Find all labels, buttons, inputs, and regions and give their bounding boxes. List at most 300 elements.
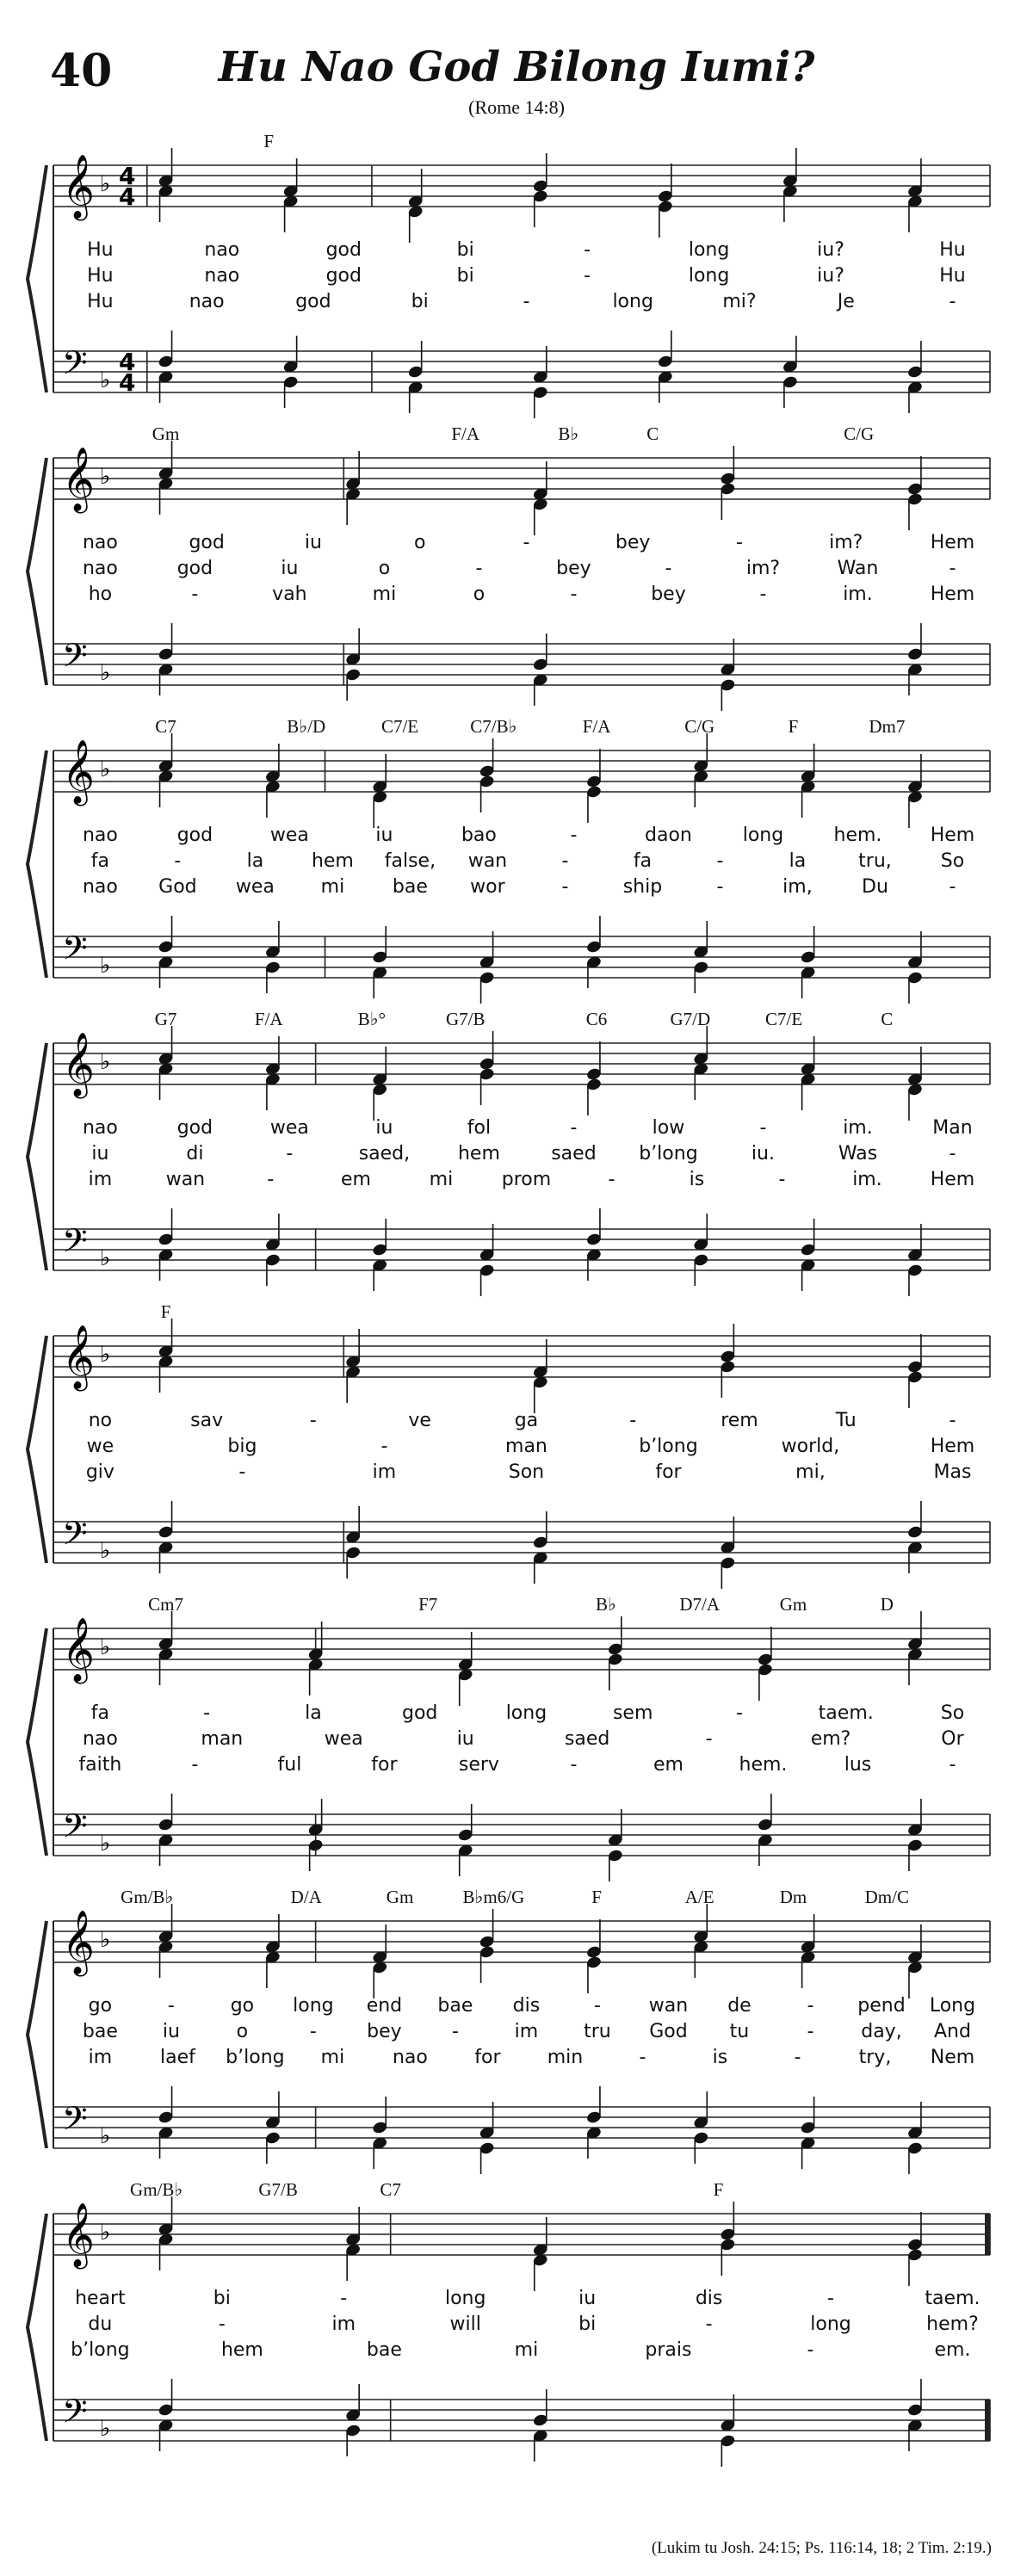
lyric-syllable: iu	[281, 558, 299, 579]
lyric-syllable: bey	[556, 558, 591, 579]
lyric-syllable: -	[639, 2047, 646, 2068]
lyric-syllable: Hem	[930, 1169, 975, 1190]
lyric-syllable: iu	[91, 1143, 109, 1164]
lyric-syllable: long	[444, 2288, 486, 2309]
lyric-syllable: God	[158, 876, 197, 898]
lyric-syllable: -	[735, 1702, 743, 1724]
lyric-syllable: ho	[88, 584, 113, 605]
lyric-syllable: -	[735, 532, 743, 553]
chord-symbol: D	[880, 1594, 894, 1615]
system-brace	[28, 1043, 46, 1270]
lyric-syllable: nao	[392, 2047, 428, 2068]
lyric-syllable: -	[716, 876, 724, 898]
lyric-syllable: bey	[615, 532, 651, 553]
lyric-syllable: iu	[375, 825, 393, 846]
bass-notes	[158, 330, 924, 418]
lyric-syllable: iu	[375, 1117, 393, 1139]
time-signature: 4	[119, 368, 136, 397]
treble-clef-icon: 𝄞	[62, 1325, 95, 1389]
chord-symbol: B♭°	[357, 1009, 387, 1029]
system-brace	[28, 2214, 46, 2441]
lyric-syllable: -	[949, 291, 956, 312]
lyric-syllable: taem.	[818, 1702, 874, 1724]
lyric-syllable: -	[778, 1169, 786, 1190]
lyric-syllable: hem?	[926, 2313, 979, 2335]
chord-symbol: G7/D	[670, 1009, 711, 1029]
lyric-syllable: im,	[782, 876, 813, 898]
staff-graphics	[0, 129, 1033, 405]
lyric-syllable: Du	[862, 876, 888, 898]
chord-symbol: C7/E	[765, 1009, 803, 1029]
key-flat-icon: ♭	[100, 953, 111, 979]
lyric-syllable: Nem	[930, 2047, 975, 2068]
lyric-syllable: Hem	[930, 825, 975, 846]
treble-notes	[158, 148, 924, 243]
chord-symbol: G7/B	[258, 2179, 298, 2200]
lyric-syllable: ga	[514, 1410, 539, 1431]
lyric-syllable: false,	[384, 850, 436, 872]
lyric-syllable: mi	[429, 1169, 454, 1190]
lyric-syllable: wan	[648, 1995, 689, 2017]
hymn-title: Hu Nao God Bilong Iumi?	[218, 43, 815, 91]
treble-notes	[158, 1026, 924, 1121]
lyric-syllable: wor	[470, 876, 505, 898]
chord-symbol: F	[713, 2179, 724, 2200]
lyric-syllable: bae	[437, 1995, 473, 2017]
lyric-syllable: tu	[729, 2021, 750, 2042]
chord-symbol: F	[263, 131, 275, 151]
lyric-syllable: man	[201, 1728, 244, 1750]
lyric-syllable: low	[652, 1117, 685, 1139]
lyric-syllable: im?	[829, 532, 863, 553]
lyric-syllable: -	[593, 1995, 601, 2017]
chord-symbol: Dm	[779, 1887, 807, 1907]
lyric-syllable: dis	[512, 1995, 541, 2017]
lyric-syllable: bey	[651, 584, 686, 605]
lyric-syllable: iu	[162, 2021, 180, 2042]
lyric-syllable: is	[689, 1169, 705, 1190]
lyric-syllable: wea	[269, 825, 309, 846]
lyric-syllable: -	[309, 1410, 317, 1431]
time-signature: 4	[119, 162, 136, 190]
treble-clef-icon: 𝄞	[62, 740, 95, 804]
lyric-syllable: -	[451, 2021, 459, 2042]
lyric-syllable: hem	[311, 850, 354, 872]
lyric-syllable: taem.	[925, 2288, 980, 2309]
treble-notes	[158, 1319, 924, 1413]
lyric-syllable: iu	[456, 1728, 474, 1750]
bass-clef-icon: 𝄢	[62, 929, 88, 975]
chord-symbol: Gm	[152, 423, 180, 444]
treble-clef-icon: 𝄞	[62, 1618, 95, 1682]
lyric-syllable: -	[759, 584, 767, 605]
score-system	[0, 422, 1033, 697]
lyric-syllable: tru	[584, 2021, 611, 2042]
lyric-syllable: man	[505, 1436, 547, 1457]
bass-staff	[53, 351, 990, 392]
lyric-syllable: god	[401, 1702, 438, 1724]
lyric-syllable: Hu	[939, 265, 966, 287]
chord-symbol: F	[788, 716, 799, 737]
lyric-syllable: b’long	[71, 2339, 130, 2361]
bass-staff	[53, 936, 990, 978]
lyric-syllable: iu?	[817, 265, 844, 287]
score-system	[0, 1885, 1033, 2160]
treble-clef-icon: 𝄞	[62, 1911, 95, 1974]
key-flat-icon: ♭	[100, 171, 111, 197]
treble-staff	[53, 1628, 990, 1670]
treble-notes	[158, 733, 924, 828]
lyric-syllable: laef	[159, 2047, 195, 2068]
key-flat-icon: ♭	[100, 2220, 111, 2246]
lyric-syllable: -	[608, 1169, 615, 1190]
treble-notes	[158, 441, 924, 535]
chord-symbol: C	[881, 1009, 894, 1029]
key-flat-icon: ♭	[100, 1342, 111, 1368]
chord-symbol: D7/A	[679, 1594, 721, 1615]
score-system	[0, 714, 1033, 990]
chord-symbol: F	[591, 1887, 602, 1907]
lyric-syllable: em.	[934, 2339, 971, 2361]
lyric-syllable: fol	[467, 1117, 492, 1139]
bass-staff	[53, 2400, 990, 2441]
bass-staff	[53, 1522, 990, 1563]
lyric-syllable: Long	[929, 1995, 976, 2017]
lyric-syllable: God	[649, 2021, 688, 2042]
staff-graphics	[0, 2178, 1033, 2453]
chord-symbol: G7/B	[445, 1009, 486, 1029]
lyric-syllable: hem	[220, 2339, 263, 2361]
lyric-syllable: day,	[861, 2021, 902, 2042]
lyric-syllable: -	[665, 558, 672, 579]
lyric-syllable: hem.	[833, 825, 882, 846]
lyric-syllable: tru,	[858, 850, 892, 872]
lyric-syllable: hem.	[739, 1754, 788, 1776]
lyric-syllable: im	[514, 2021, 539, 2042]
lyric-syllable: -	[759, 1117, 767, 1139]
treble-notes	[158, 1904, 924, 1998]
lyric-syllable: Mas	[933, 1461, 972, 1483]
lyric-syllable: b’long	[639, 1143, 698, 1164]
lyric-syllable: im.	[843, 584, 873, 605]
lyric-syllable: long	[293, 1995, 334, 2017]
lyric-syllable: im.	[852, 1169, 882, 1190]
lyric-syllable: -	[340, 2288, 348, 2309]
chord-symbol: C/G	[684, 716, 715, 737]
key-flat-icon: ♭	[100, 1927, 111, 1953]
lyric-syllable: -	[267, 1169, 275, 1190]
lyric-syllable: bi	[213, 2288, 231, 2309]
lyric-syllable: min	[547, 2047, 584, 2068]
staff-graphics	[0, 1007, 1033, 1282]
lyric-syllable: o	[473, 584, 486, 605]
lyric-syllable: fa	[90, 1702, 110, 1724]
chord-symbol: F	[160, 1301, 171, 1322]
lyric-syllable: saed	[564, 1728, 610, 1750]
lyric-syllable: -	[584, 265, 591, 287]
lyric-syllable: fa	[90, 850, 110, 872]
lyric-syllable: go	[230, 1995, 255, 2017]
lyric-syllable: faith	[78, 1754, 122, 1776]
lyric-syllable: world,	[781, 1436, 840, 1457]
bass-clef-icon: 𝄢	[62, 636, 88, 683]
system-brace	[28, 1921, 46, 2148]
lyric-syllable: -	[286, 1143, 294, 1164]
bass-clef-icon: 𝄢	[62, 1807, 88, 1853]
key-flat-icon: ♭	[100, 1831, 111, 1856]
lyric-syllable: prom	[501, 1169, 552, 1190]
bass-clef-icon: 𝄢	[62, 1221, 88, 1268]
lyric-syllable: wea	[235, 876, 275, 898]
lyric-syllable: bae	[392, 876, 428, 898]
lyric-syllable: -	[716, 850, 724, 872]
bass-notes	[158, 623, 924, 711]
lyric-syllable: bao	[461, 825, 497, 846]
chord-symbol: C6	[585, 1009, 608, 1029]
lyric-syllable: iu	[578, 2288, 597, 2309]
lyric-syllable: la	[789, 850, 807, 872]
lyric-syllable: nao	[204, 265, 240, 287]
lyric-syllable: wan	[467, 850, 508, 872]
time-signature: 4	[119, 348, 136, 376]
score-system	[0, 1300, 1033, 1575]
bass-notes	[158, 916, 924, 1004]
chord-symbol: Cm7	[148, 1594, 183, 1615]
lyric-syllable: vah	[272, 584, 307, 605]
lyric-syllable: long	[810, 2313, 851, 2335]
lyric-syllable: go	[88, 1995, 113, 2017]
lyric-syllable: god	[176, 1117, 213, 1139]
chord-symbol: B♭	[558, 423, 579, 444]
chord-symbol: C/G	[844, 423, 875, 444]
lyric-syllable: bi	[411, 291, 429, 312]
lyric-syllable: pend	[857, 1995, 906, 2017]
lyric-syllable: long	[505, 1702, 547, 1724]
lyric-syllable: god	[189, 532, 225, 553]
lyric-syllable: long	[742, 825, 784, 846]
lyric-syllable: -	[827, 2288, 835, 2309]
lyric-syllable: giv	[85, 1461, 114, 1483]
chord-symbol: Dm/C	[864, 1887, 909, 1907]
lyric-syllable: -	[191, 584, 199, 605]
treble-staff	[53, 1336, 990, 1377]
chord-symbol: Gm	[386, 1887, 414, 1907]
lyric-syllable: -	[191, 1754, 199, 1776]
lyric-syllable: nao	[204, 239, 240, 261]
treble-staff	[53, 1043, 990, 1084]
lyric-syllable: god	[325, 265, 362, 287]
lyric-syllable: for	[474, 2047, 501, 2068]
lyric-syllable: heart	[75, 2288, 126, 2309]
lyric-syllable: -	[570, 584, 578, 605]
lyric-syllable: im	[88, 1169, 113, 1190]
lyric-syllable: god	[295, 291, 331, 312]
lyric-syllable: mi	[320, 2047, 345, 2068]
lyric-syllable: -	[949, 1754, 956, 1776]
key-flat-icon: ♭	[100, 660, 111, 686]
lyric-syllable: im	[372, 1461, 397, 1483]
lyric-syllable: ve	[408, 1410, 431, 1431]
lyric-syllable: im	[331, 2313, 356, 2335]
key-flat-icon: ♭	[100, 368, 111, 393]
chord-symbol: Gm	[779, 1594, 807, 1615]
lyric-syllable: daon	[645, 825, 692, 846]
key-flat-icon: ♭	[100, 1538, 111, 1564]
lyric-syllable: bae	[366, 2339, 402, 2361]
bass-staff	[53, 2107, 990, 2148]
chord-symbol: C7/B♭	[470, 716, 517, 737]
chord-symbol: C7	[155, 716, 176, 737]
lyric-syllable: saed	[551, 1143, 597, 1164]
treble-staff	[53, 458, 990, 499]
lyric-syllable: long	[688, 239, 730, 261]
lyric-syllable: im?	[745, 558, 781, 579]
treble-staff	[53, 2214, 990, 2255]
lyric-syllable: bi	[456, 265, 474, 287]
lyric-syllable: is	[712, 2047, 728, 2068]
scripture-reference: (Rome 14:8)	[468, 96, 565, 118]
lyric-syllable: rem	[721, 1410, 758, 1431]
lyric-syllable: -	[629, 1410, 637, 1431]
lyric-syllable: -	[584, 239, 591, 261]
lyric-syllable: -	[238, 1461, 246, 1483]
lyric-syllable: mi	[514, 2339, 539, 2361]
lyric-syllable: lus	[844, 1754, 872, 1776]
lyric-syllable: Hu	[87, 239, 114, 261]
treble-clef-icon: 𝄞	[62, 2203, 95, 2267]
system-brace	[28, 1336, 46, 1563]
chord-symbol: F7	[418, 1594, 438, 1615]
lyric-syllable: sav	[190, 1410, 224, 1431]
lyric-syllable: no	[88, 1410, 113, 1431]
score-system	[0, 1592, 1033, 1868]
treble-staff	[53, 1921, 990, 1962]
lyric-syllable: Hem	[930, 584, 975, 605]
lyric-syllable: -	[309, 2021, 317, 2042]
lyric-syllable: iu	[304, 532, 322, 553]
lyric-syllable: Hem	[930, 532, 975, 553]
lyric-syllable: de	[727, 1995, 752, 2017]
lyric-syllable: ship	[622, 876, 663, 898]
bass-clef-icon: 𝄢	[62, 343, 88, 390]
lyric-syllable: im.	[843, 1117, 873, 1139]
chord-symbol: F/A	[451, 423, 480, 444]
lyric-syllable: Or	[941, 1728, 964, 1750]
treble-clef-icon: 𝄞	[62, 448, 95, 511]
lyric-syllable: Tu	[835, 1410, 857, 1431]
lyric-syllable: -	[174, 850, 182, 872]
lyric-syllable: Je	[837, 291, 855, 312]
score-system	[0, 129, 1033, 405]
bass-clef-icon: 𝄢	[62, 2392, 88, 2438]
bass-staff	[53, 644, 990, 685]
lyric-syllable: di	[186, 1143, 204, 1164]
key-flat-icon: ♭	[100, 757, 111, 782]
lyric-syllable: we	[86, 1436, 114, 1457]
lyric-syllable: Wan	[837, 558, 879, 579]
lyric-syllable: Son	[508, 1461, 545, 1483]
lyric-syllable: Hem	[930, 1436, 975, 1457]
lyric-syllable: So	[940, 850, 965, 872]
lyric-syllable: god	[325, 239, 362, 261]
score-system	[0, 1007, 1033, 1282]
lyric-syllable: fa	[633, 850, 653, 872]
lyric-syllable: bey	[367, 2021, 402, 2042]
lyric-syllable: o	[378, 558, 391, 579]
lyric-syllable: -	[705, 1728, 713, 1750]
lyric-syllable: -	[807, 2339, 814, 2361]
bass-notes	[158, 1208, 924, 1296]
treble-staff	[53, 165, 990, 207]
chord-symbol: F/A	[582, 716, 611, 737]
lyric-syllable: ful	[277, 1754, 302, 1776]
chord-symbol: B♭	[595, 1594, 616, 1615]
lyric-syllable: god	[176, 558, 213, 579]
lyric-syllable: bae	[82, 2021, 118, 2042]
chord-symbol: C	[646, 423, 659, 444]
bass-notes	[158, 2379, 924, 2467]
lyric-syllable: nao	[82, 825, 118, 846]
lyric-syllable: nao	[82, 876, 118, 898]
cross-references: (Lukim tu Josh. 24:15; Ps. 116:14, 18; 2 Tim. 2:19.)	[651, 2539, 992, 2557]
bass-staff	[53, 1814, 990, 1856]
lyric-syllable: So	[940, 1702, 965, 1724]
lyric-syllable: -	[203, 1702, 211, 1724]
lyric-syllable: dis	[695, 2288, 723, 2309]
lyric-syllable: long	[612, 291, 653, 312]
lyric-syllable: -	[167, 1995, 175, 2017]
hymn-number: 40	[50, 45, 113, 97]
lyric-syllable: Hu	[87, 265, 114, 287]
lyric-syllable: god	[176, 825, 213, 846]
lyric-syllable: prais	[645, 2339, 692, 2361]
lyric-syllable: im	[88, 2047, 113, 2068]
lyric-syllable: serv	[458, 1754, 499, 1776]
score-system	[0, 2178, 1033, 2453]
system-brace	[28, 458, 46, 685]
chord-symbol: Gm/B♭	[121, 1887, 174, 1907]
time-signature: 4	[119, 182, 136, 211]
treble-staff	[53, 751, 990, 792]
lyric-syllable: hem	[457, 1143, 500, 1164]
bass-clef-icon: 𝄢	[62, 1514, 88, 1560]
bass-clef-icon: 𝄢	[62, 2099, 88, 2146]
lyric-syllable: wea	[324, 1728, 363, 1750]
lyric-syllable: mi	[372, 584, 397, 605]
lyric-syllable: la	[305, 1702, 322, 1724]
lyric-syllable: -	[570, 1117, 578, 1139]
lyric-syllable: end	[366, 1995, 403, 2017]
lyric-syllable: -	[218, 2313, 226, 2335]
lyric-syllable: try,	[858, 2047, 892, 2068]
key-flat-icon: ♭	[100, 2416, 111, 2442]
staff-graphics	[0, 1592, 1033, 1868]
lyric-syllable: mi	[320, 876, 345, 898]
lyric-syllable: -	[570, 825, 578, 846]
lyric-syllable: b’long	[639, 1436, 698, 1457]
lyric-syllable: long	[688, 265, 730, 287]
chord-symbol: C7	[380, 2179, 401, 2200]
chord-symbol: F/A	[254, 1009, 283, 1029]
lyric-syllable: bi	[578, 2313, 597, 2335]
chord-symbol: B♭/D	[287, 716, 326, 737]
treble-notes	[158, 2196, 924, 2291]
bass-notes	[158, 1794, 924, 1881]
lyric-syllable: -	[570, 1754, 578, 1776]
system-brace	[28, 751, 46, 978]
lyric-syllable: Was	[838, 1143, 878, 1164]
key-flat-icon: ♭	[100, 1634, 111, 1660]
